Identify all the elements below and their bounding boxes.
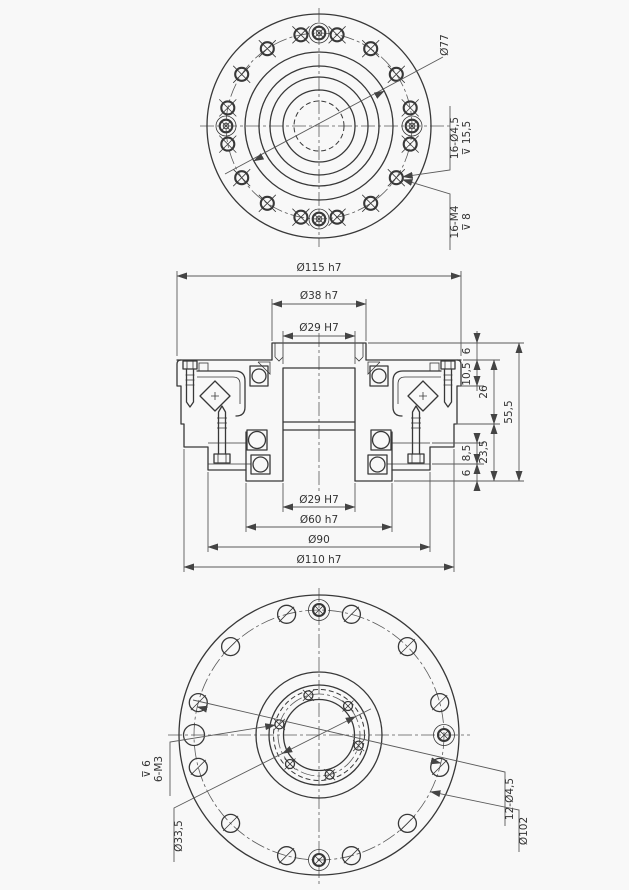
label-top-tapped-depth: ⊽ 8: [461, 213, 473, 231]
section-dimensions-top: [177, 262, 461, 364]
label-bottom-bolt-circle: Ø102: [518, 816, 530, 846]
label-top-tapped: 16-M4: [449, 205, 461, 239]
top-view-annotations: [225, 34, 473, 250]
label-bottom-tapped: 6-M3: [153, 755, 165, 783]
dim-bore-top: Ø29 H7: [299, 322, 339, 334]
dim-bore-bottom: Ø29 H7: [299, 494, 339, 506]
bottom-view-centerlines: [168, 588, 470, 884]
dim-boss-od: Ø38 h7: [299, 290, 339, 302]
dim-lower-height: 23,5: [478, 440, 490, 464]
dim-hub-od: Ø60 h7: [299, 514, 339, 526]
section-internals-right: [368, 361, 455, 474]
dim-total-height: 55,5: [503, 400, 515, 424]
label-bottom-through-holes: 12-Ø4,5: [504, 777, 516, 821]
label-top-pitch-dia: Ø77: [439, 34, 451, 56]
top-view: [200, 8, 473, 250]
section-view: [177, 262, 524, 572]
dim-foot-height: 6: [461, 469, 473, 477]
dim-step-od: Ø90: [308, 534, 330, 546]
label-top-counterbore-depth: ⊽ 15,5: [461, 120, 473, 156]
label-bottom-tap-circle: Ø33,5: [173, 820, 185, 852]
label-top-counterbore: 16-Ø4,5: [449, 116, 461, 160]
bottom-view: [141, 588, 530, 884]
dim-flange-od: Ø115 h7: [296, 262, 342, 274]
section-internals-left: [183, 361, 270, 474]
bottom-view-annotations: [141, 700, 530, 862]
dim-boss-height: 6: [461, 347, 473, 355]
dim-upper-height: 26: [478, 385, 490, 399]
dim-spigot-od: Ø110 h7: [296, 554, 342, 566]
dim-flange-height: 10,5: [461, 362, 473, 386]
dim-bearing-height: 8,5: [461, 444, 473, 462]
label-bottom-tapped-depth: ⊽ 6: [141, 760, 153, 778]
